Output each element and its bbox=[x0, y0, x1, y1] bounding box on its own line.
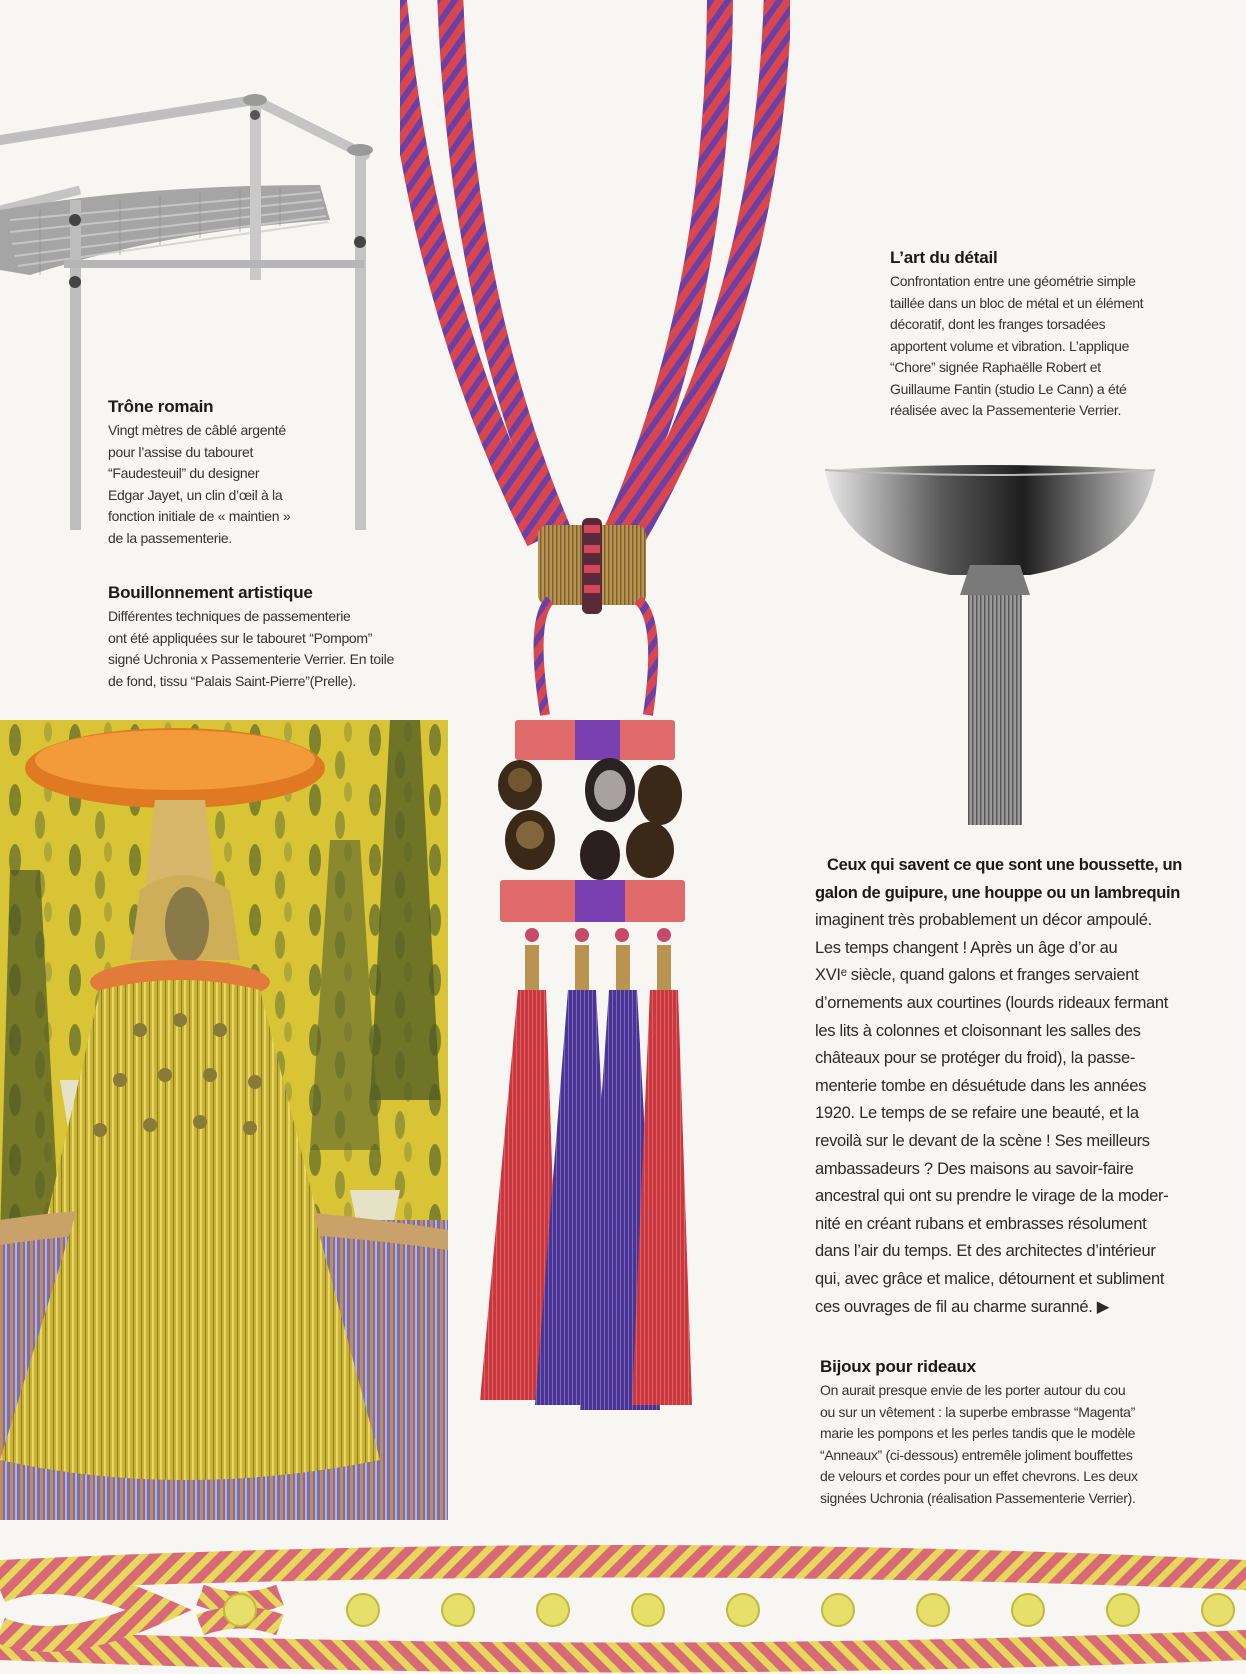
caption-body bbox=[108, 606, 448, 692]
article-line: imaginent très probablement un décor ampoulé. bbox=[815, 911, 1152, 930]
article-line: dans l’air du temps. Et des architectes d’intérieur bbox=[815, 1242, 1156, 1261]
article-line: ces ouvrages de fil au charme suranné. ▶ bbox=[815, 1297, 1110, 1316]
caption-line: de velours et cordes pour un effet chevrons. Les deux bbox=[820, 1468, 1138, 1484]
caption-line: taillée dans un bloc de métal et un élément bbox=[890, 294, 1144, 311]
photo-embrasse-magenta bbox=[400, 0, 790, 1420]
caption-title: Bijoux pour rideaux bbox=[820, 1357, 976, 1376]
article-body bbox=[815, 852, 1240, 1321]
caption-line: Guillaume Fantin (studio Le Cann) a été bbox=[890, 380, 1127, 397]
caption-line: marie les pompons et les perles tandis que le modèle bbox=[820, 1425, 1136, 1441]
caption-art-du-detail bbox=[890, 248, 1210, 422]
caption-line: “Chore” signée Raphaëlle Robert et bbox=[890, 359, 1101, 375]
caption-line: réalisée avec la Passementerie Verrier. bbox=[890, 402, 1122, 418]
article-line: nité en créant rubans et embrasses résolument bbox=[815, 1214, 1147, 1233]
caption-title: Trône romain bbox=[108, 397, 214, 416]
article-line: menterie tombe en désuétude dans les années bbox=[815, 1076, 1147, 1095]
caption-line: On aurait presque envie de les porter autour du cou bbox=[820, 1382, 1126, 1398]
caption-title: Bouillonnement artistique bbox=[108, 583, 313, 602]
article-lead-line: Ceux qui savent ce que sont une boussette, un bbox=[827, 856, 1183, 874]
article-line: ancestral qui ont su prendre le virage de la moder- bbox=[815, 1187, 1169, 1206]
caption-line: apportent volume et vibration. L’applique bbox=[890, 337, 1130, 354]
caption-line: Vingt mètres de câblé argenté bbox=[108, 422, 286, 438]
caption-line: “Anneaux” (ci-dessous) entremêle joliment bouffettes bbox=[820, 1446, 1133, 1463]
caption-title: L’art du détail bbox=[890, 248, 998, 267]
caption-line: Différentes techniques de passementerie bbox=[108, 608, 351, 624]
article-line: d’ornements aux courtines (lourds rideaux fermant bbox=[815, 993, 1169, 1012]
caption-bijoux-pour-rideaux bbox=[820, 1357, 1220, 1509]
photo-applique-chore bbox=[820, 455, 1160, 825]
caption-line: ont été appliquées sur le tabouret “Pompom” bbox=[108, 629, 373, 646]
article-line: XVIᵉ siècle, quand galons et franges servaient bbox=[815, 966, 1139, 985]
caption-line: “Faudesteuil” du designer bbox=[108, 465, 260, 481]
article-line: revoilà sur le devant de la scène ! Ses meilleurs bbox=[815, 1131, 1150, 1150]
article-lead-line: galon de guipure, une houppe ou un lambrequin bbox=[815, 883, 1181, 902]
caption-line: de la passementerie. bbox=[108, 529, 232, 546]
caption-body bbox=[108, 420, 368, 549]
caption-line: pour l’assise du tabouret bbox=[108, 443, 254, 460]
caption-line: Edgar Jayet, un clin d’œil à la bbox=[108, 486, 283, 503]
article-line: qui, avec grâce et malice, détournent et subliment bbox=[815, 1269, 1165, 1288]
article-line: châteaux pour se protéger du froid), la passe- bbox=[815, 1049, 1136, 1068]
article-line: les lits à colonnes et cloisonnant les salles des bbox=[815, 1021, 1141, 1040]
article-line: Les temps changent ! Après un âge d’or au bbox=[815, 938, 1118, 957]
article-line: ambassadeurs ? Des maisons au savoir-faire bbox=[815, 1159, 1134, 1178]
caption-trone-romain bbox=[108, 397, 368, 549]
caption-line: Confrontation entre une géométrie simple bbox=[890, 273, 1136, 289]
caption-line: de fond, tissu “Palais Saint-Pierre”(Prelle). bbox=[108, 672, 356, 689]
caption-line: fonction initiale de « maintien » bbox=[108, 508, 291, 524]
photo-embrasse-anneaux bbox=[0, 1535, 1246, 1674]
caption-line: ou sur un vêtement : la superbe embrasse “Magenta” bbox=[820, 1403, 1135, 1420]
caption-body bbox=[820, 1380, 1220, 1509]
caption-bouillonnement-artistique bbox=[108, 583, 448, 692]
caption-line: signées Uchronia (réalisation Passementerie Verrier). bbox=[820, 1489, 1136, 1506]
caption-body bbox=[890, 271, 1210, 422]
photo-pompom-stool bbox=[0, 720, 448, 1520]
caption-line: signé Uchronia x Passementerie Verrier. En toile bbox=[108, 651, 394, 667]
caption-line: décoratif, dont les franges torsadées bbox=[890, 316, 1106, 332]
article-line: 1920. Le temps de se refaire une beauté, et la bbox=[815, 1104, 1139, 1123]
